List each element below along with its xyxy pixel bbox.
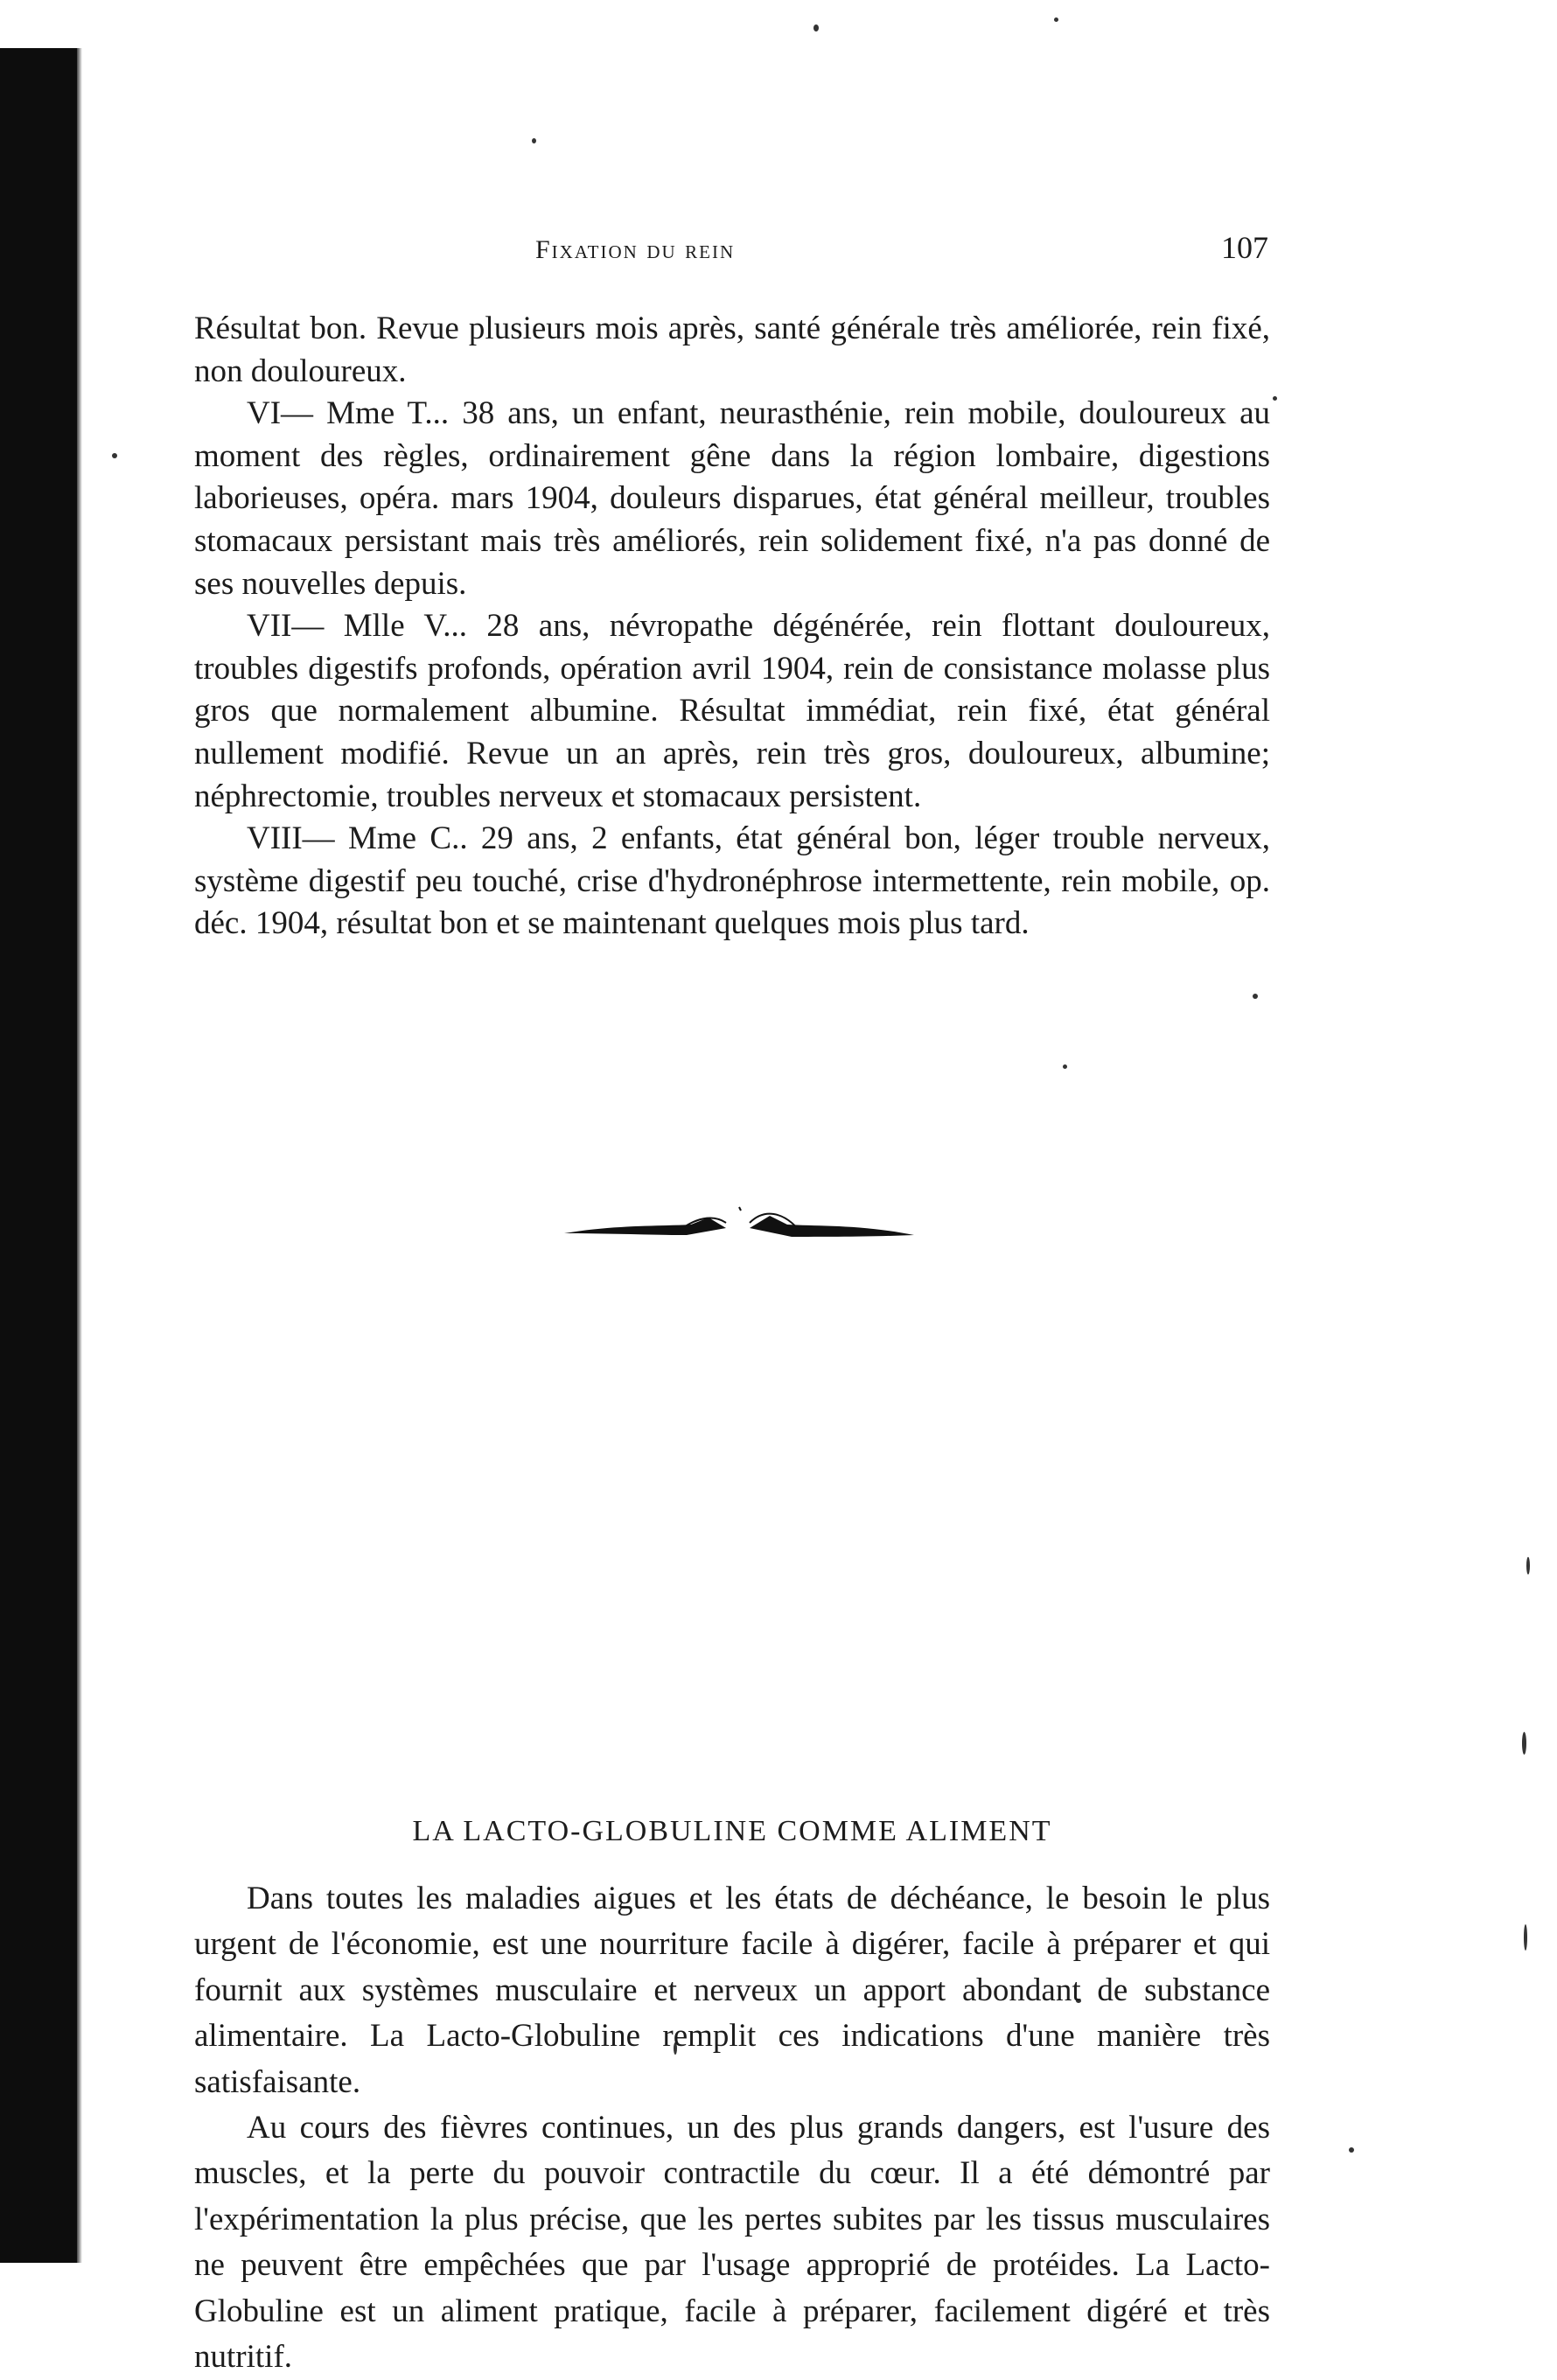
book-spine-shadow: [0, 48, 77, 2263]
scan-speck: [1524, 1924, 1527, 1951]
scan-speck: [1526, 1557, 1530, 1574]
scan-speck: [813, 24, 819, 31]
paragraph-case-vii: VII— Mlle V... 28 ans, névropathe dégénérée, rein flottant douloureux, troubles digestifs profonds, opération avril 1904, rein de consistance molasse plus gros que normalement albumine. Résultat immédiat, rein fixé, état général nullement modifié. Revue un an après, rein très gros, douloureux, albumine; néphrectomie, troubles nerveux et stomacaux persistent.: [194, 608, 1270, 814]
scan-speck: [1253, 994, 1258, 999]
spine-edge-gradient: [77, 48, 82, 2263]
section-title: LA LACTO-GLOBULINE COMME ALIMENT: [412, 1815, 1052, 1847]
paragraph: Au cours des fièvres continues, un des plus grands dangers, est l'usure des muscles, et la perte du pouvoir contractile du cœur. Il a été démontré par l'expérimentation la plus précise, que les pertes subites par les tissus musculaires ne peuvent être empêchées que par l'usage approprié de protéides. La Lacto-Globuline est un aliment pratique, facile à préparer, facilement digéré et très nutritif.: [194, 2110, 1270, 2376]
paragraph-case-viii: VIII— Mme C.. 29 ans, 2 enfants, état général bon, léger trouble nerveux, système digestif peu touché, crise d'hydronéphrose intermettente, rein mobile, op. déc. 1904, résultat bon et se maintenant quelques mois plus tard.: [194, 820, 1270, 942]
scan-speck: [1063, 1064, 1067, 1069]
case-reports-text: [194, 308, 1270, 946]
scan-speck: [1054, 17, 1058, 22]
running-title: Fixation du rein: [535, 235, 736, 264]
running-head: [194, 229, 1268, 266]
ornament-divider-icon: [564, 1198, 914, 1251]
scan-speck: [1349, 2147, 1354, 2153]
scan-speck: [1522, 1732, 1526, 1755]
paragraph: Résultat bon. Revue plusieurs mois après, santé générale très améliorée, rein fixé, non douloureux.: [194, 311, 1270, 389]
paragraph-case-vi: VI— Mme T... 38 ans, un enfant, neurasthénie, rein mobile, douloureux au moment des règles, ordinairement gêne dans la région lombaire, digestions laborieuses, opéra. mars 1904, douleurs disparues, état général meilleur, troubles stomacaux persistant mais très améliorés, rein solidement fixé, n'a pas donné de ses nouvelles depuis.: [194, 395, 1270, 602]
scan-speck: [112, 453, 117, 458]
paragraph: Dans toutes les maladies aigues et les états de déchéance, le besoin le plus urgent de l'économie, est une nourriture facile à digérer, facile à préparer et qui fournit aux systèmes musculaire et nerveux un apport abondant de substance alimentaire. La Lacto-Globuline remplit ces indications d'une manière très satisfaisante.: [194, 1881, 1270, 2100]
page-number: 107: [1221, 230, 1268, 265]
lacto-globuline-text: [194, 1876, 1270, 2380]
scan-speck: [1273, 396, 1277, 401]
scan-speck: [532, 138, 536, 143]
